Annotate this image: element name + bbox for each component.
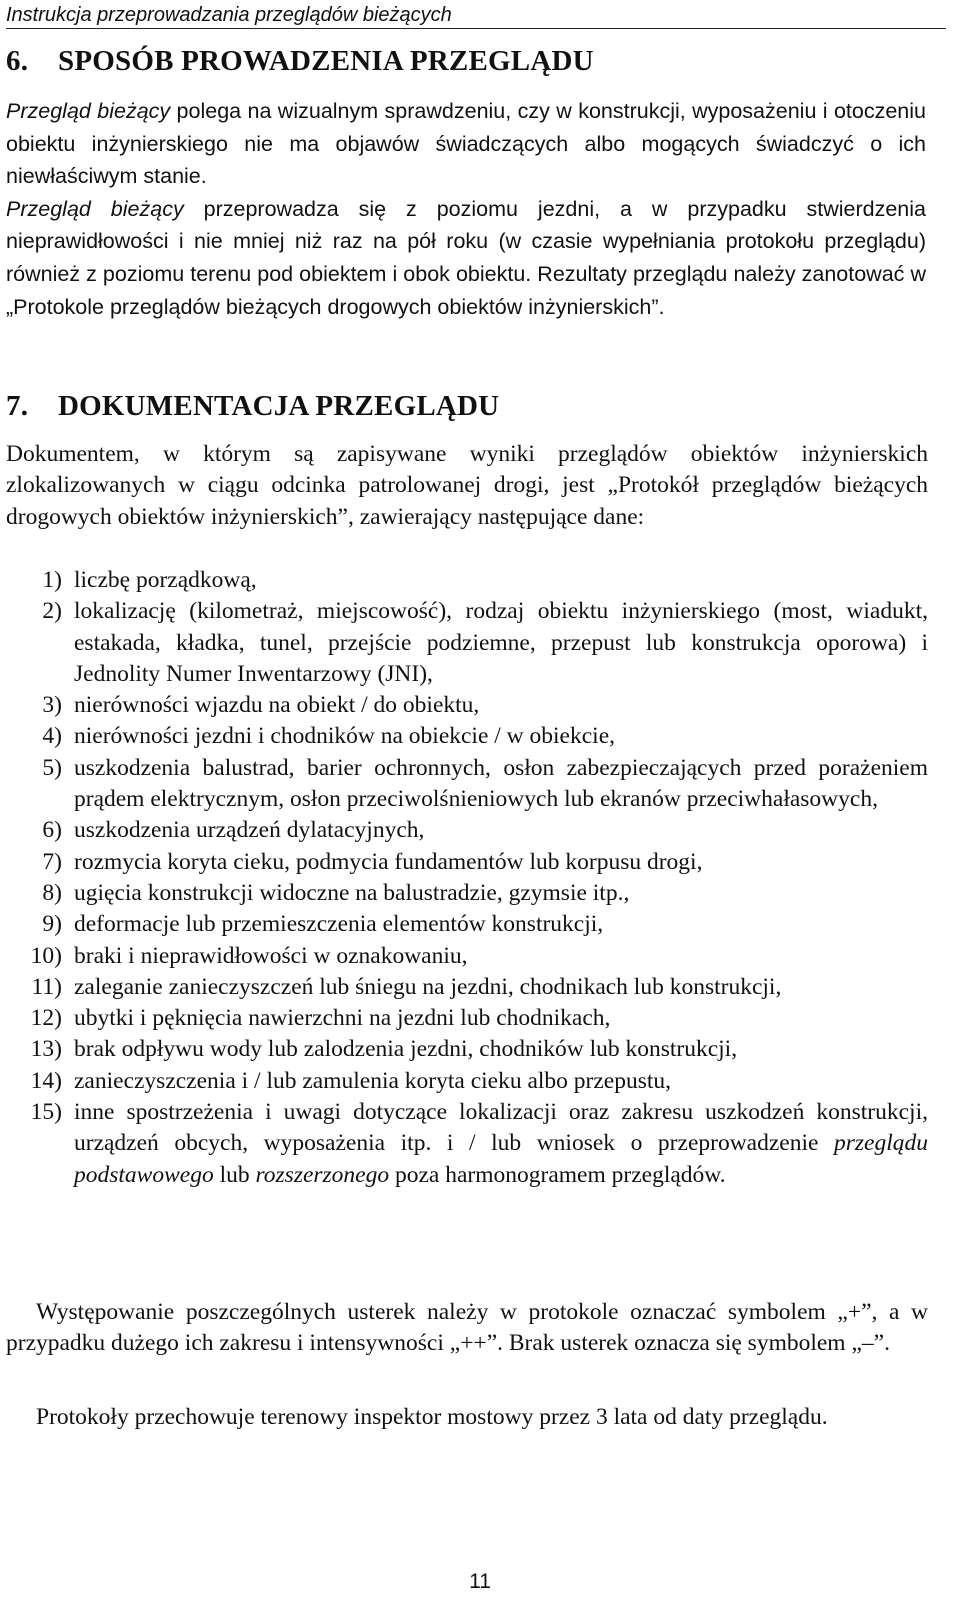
page-number: 11 bbox=[469, 1570, 491, 1593]
list-item bbox=[6, 909, 928, 940]
list-item-text: zanieczyszczenia i / lub zamulenia koryta cieku albo przepustu, bbox=[74, 1067, 672, 1094]
list-marker: 5) bbox=[42, 754, 62, 781]
list-item-text: liczbę porządkową, bbox=[74, 567, 257, 593]
paragraph-text: polega na wizualnym sprawdzeniu, czy w konstrukcji, wyposażeniu i otoczeniu obiektu inżynierskiego nie ma objawów świadczących albo mogących świadczyć o ich niewłaściwym stanie. bbox=[6, 99, 927, 189]
list-item-text: uszkodzenia urządzeń dylatacyjnych, bbox=[74, 817, 425, 844]
list-item-text: braki i nieprawidłowości w oznakowaniu, bbox=[74, 942, 468, 969]
list-marker: 13) bbox=[30, 1036, 62, 1063]
paragraph: Występowanie poszczególnych usterek należy w protokole oznaczać symbolem „+”, a w przypadku dużego ich zakresu i intensywności „++”. Brak usterek oznacza się symbolem „–”. bbox=[6, 1299, 928, 1357]
section-7-heading bbox=[6, 389, 499, 423]
list-item bbox=[6, 753, 928, 816]
list-item bbox=[6, 878, 928, 909]
list-item bbox=[6, 847, 928, 878]
storage-paragraph-block bbox=[6, 1402, 928, 1433]
section-7-intro bbox=[6, 439, 928, 533]
running-header: Instrukcja przeprowadzania przeglądów bieżących bbox=[6, 2, 946, 29]
list-marker: 4) bbox=[42, 723, 62, 750]
list-item-text: poza harmonogramem przeglądów. bbox=[389, 1161, 726, 1188]
list-item-text: zaleganie zanieczyszczeń lub śniegu na jezdni, chodnikach lub konstrukcji, bbox=[74, 973, 782, 1000]
section-6-body bbox=[6, 95, 926, 323]
list-item bbox=[6, 1066, 928, 1097]
list-item-text: brak odpływu wody lub zalodzenia jezdni, chodników lub konstrukcji, bbox=[74, 1036, 738, 1063]
paragraph-text: przeprowadza się z poziomu jezdni, a w przypadku stwierdzenia nieprawidłowości i nie mniej niż raz na pół roku (w czasie wypełniania protokołu przeglądu) również z poziomu terenu pod obiektem i obok obiektu. Rezultaty przeglądu należy zanotować w „Protokole przeglądów bieżących drogowych obiektów inżynierskich”. bbox=[6, 196, 926, 319]
list-marker: 15) bbox=[30, 1099, 62, 1126]
list-item bbox=[6, 596, 928, 690]
list-item-text: inne spostrzeżenia i uwagi dotyczące lokalizacji oraz zakresu uszkodzeń konstrukcji, urządzeń obcych, wyposażenia itp. i / lub wniosek o przeprowadzenie bbox=[74, 1099, 928, 1157]
list-item bbox=[6, 565, 928, 596]
list-item-text: ubytki i pęknięcia nawierzchni na jezdni lub chodnikach, bbox=[74, 1005, 611, 1032]
symbols-paragraph-block bbox=[6, 1297, 928, 1360]
list-item-text: ugięcia konstrukcji widoczne na balustradzie, gzymsie itp., bbox=[74, 879, 630, 906]
list-item-text: lub bbox=[213, 1161, 256, 1188]
paragraph bbox=[6, 95, 926, 193]
list-item bbox=[6, 1034, 928, 1065]
section-6-title: SPOSÓB PROWADZENIA PRZEGLĄDU bbox=[58, 45, 594, 77]
list-marker: 1) bbox=[42, 567, 62, 593]
list-marker: 2) bbox=[42, 598, 62, 625]
list-item bbox=[6, 1097, 928, 1191]
section-7-number: 7. bbox=[6, 390, 29, 422]
list-item-text: lokalizację (kilometraż, miejscowość), rodzaj obiektu inżynierskiego (most, wiadukt, estakada, kładka, tunel, przejście podziemne, przepust lub konstrukcja oporowa) i Jednolity Numer Inwentarzowy (JNI), bbox=[74, 598, 928, 687]
italic-term: rozszerzonego bbox=[255, 1161, 390, 1188]
italic-term: Przegląd bieżący bbox=[6, 99, 171, 123]
list-marker: 10) bbox=[30, 942, 62, 969]
list-marker: 9) bbox=[42, 911, 62, 938]
list-marker: 7) bbox=[42, 848, 62, 875]
list-marker: 14) bbox=[30, 1067, 62, 1094]
section-6-heading bbox=[6, 44, 594, 78]
list-item-text: nierówności wjazdu na obiekt / do obiektu, bbox=[74, 692, 480, 719]
list-item bbox=[6, 1003, 928, 1034]
paragraph: Dokumentem, w którym są zapisywane wyniki przeglądów obiektów inżynierskich zlokalizowanych w ciągu odcinka patrolowanej drogi, jest „Protokół przeglądów bieżących drogowych obiektów inżynierskich”, zawierający następujące dane: bbox=[6, 441, 928, 530]
list-marker: 6) bbox=[42, 817, 62, 844]
list-marker: 11) bbox=[31, 973, 62, 1000]
list-item bbox=[6, 972, 928, 1003]
paragraph: Protokoły przechowuje terenowy inspektor mostowy przez 3 lata od daty przeglądu. bbox=[36, 1404, 828, 1430]
section-6-number: 6. bbox=[6, 45, 29, 77]
paragraph bbox=[6, 193, 926, 323]
list-item bbox=[6, 721, 928, 752]
italic-term: przeglądu podstawowego bbox=[74, 1130, 928, 1188]
list-item-text: deformacje lub przemieszczenia elementów konstrukcji, bbox=[74, 911, 604, 938]
list-item-text: rozmycia koryta cieku, podmycia fundamentów lub korpusu drogi, bbox=[74, 848, 703, 875]
data-list bbox=[6, 565, 928, 1191]
italic-term: Przegląd bieżący bbox=[6, 196, 184, 221]
list-marker: 12) bbox=[30, 1005, 62, 1032]
list-item-text: uszkodzenia balustrad, barier ochronnych, osłon zabezpieczających przed porażeniem prądem elektrycznym, osłon przeciwolśnieniowych lub ekranów przeciwhałasowych, bbox=[74, 754, 928, 813]
list-item bbox=[6, 690, 928, 721]
list-item-text: nierówności jezdni i chodników na obiekcie / w obiekcie, bbox=[74, 723, 615, 750]
list-item bbox=[6, 941, 928, 972]
list-marker: 3) bbox=[42, 692, 62, 719]
list-marker: 8) bbox=[42, 879, 62, 906]
section-7-title: DOKUMENTACJA PRZEGLĄDU bbox=[58, 390, 500, 422]
list-item bbox=[6, 815, 928, 846]
